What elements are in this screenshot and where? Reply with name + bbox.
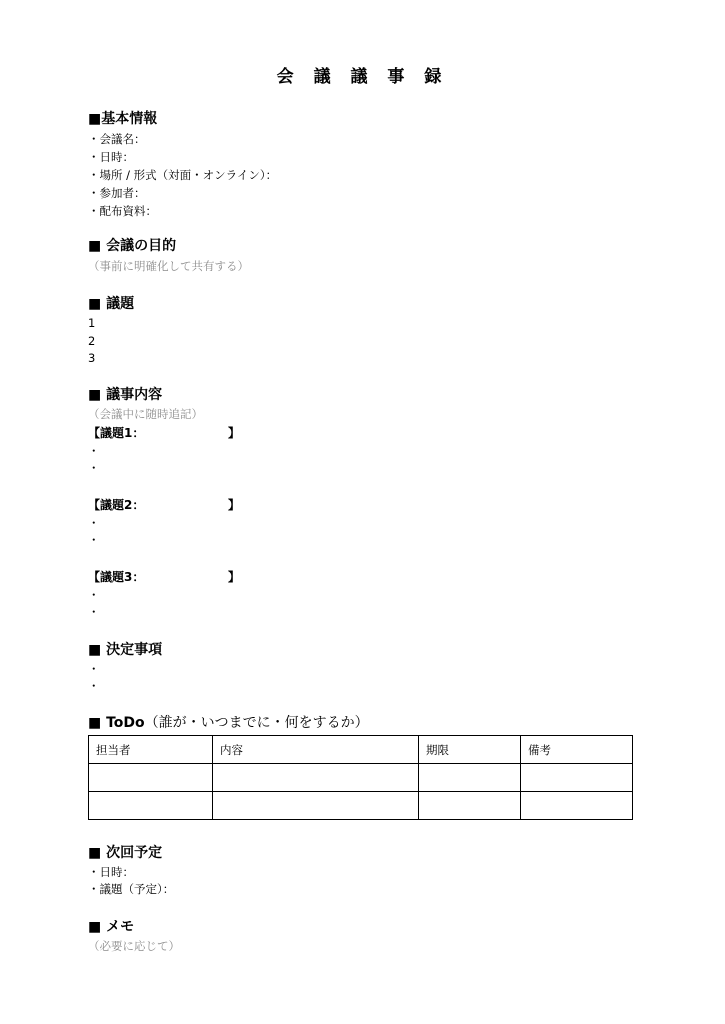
todo-heading-suffix: （誰が・いつまでに・何をするか） [144, 715, 369, 731]
purpose-heading: ■ 会議の目的 [88, 238, 177, 254]
column-header-content: 内容 [213, 736, 419, 764]
location-format-field: ・場所 / 形式（対面・オンライン）： [88, 168, 278, 182]
todo-heading-prefix: ■ ToDo [88, 715, 145, 731]
attendees-field: ・参加者： [88, 186, 146, 200]
bullet: ・ [88, 516, 100, 530]
column-header-owner: 担当者 [89, 736, 213, 764]
table-cell [419, 792, 521, 820]
minutes-note: （会議中に随時追記） [88, 407, 203, 421]
todo-table [88, 735, 633, 820]
topic-2-close-bracket: 】 [228, 498, 241, 512]
bullet: ・ [88, 605, 100, 619]
memo-note: （必要に応じて） [88, 939, 180, 953]
table-cell [213, 792, 419, 820]
purpose-note: （事前に明確化して共有する） [88, 259, 249, 273]
meeting-name-field: ・会議名： [88, 132, 146, 146]
table-cell [89, 792, 213, 820]
next-datetime-field: ・日時： [88, 865, 134, 879]
bullet: ・ [88, 461, 100, 475]
next-meeting-heading: ■ 次回予定 [88, 845, 163, 861]
topic-3-label [88, 569, 241, 585]
bullet: ・ [88, 679, 100, 693]
bullet: ・ [88, 662, 100, 676]
table-cell [419, 764, 521, 792]
basic-info-heading: ■基本情報 [88, 111, 158, 127]
table-header-row [89, 736, 633, 764]
decisions-heading: ■ 決定事項 [88, 642, 163, 658]
document-title: 会 議 議 事 録 [276, 67, 449, 87]
topic-3-close-bracket: 】 [228, 570, 241, 584]
table-row [89, 792, 633, 820]
table-cell [213, 764, 419, 792]
column-header-remarks: 備考 [521, 736, 633, 764]
bullet: ・ [88, 588, 100, 602]
topic-1-close-bracket: 】 [228, 426, 241, 440]
datetime-field: ・日時： [88, 150, 134, 164]
topic-1-label [88, 425, 241, 441]
minutes-heading: ■ 議事内容 [88, 387, 163, 403]
topic-2-title: 【議題2： [88, 498, 145, 512]
next-agenda-field: ・議題（予定）： [88, 882, 175, 896]
agenda-item: 2 [88, 334, 96, 348]
topic-2-label [88, 497, 241, 513]
table-row [89, 764, 633, 792]
memo-heading: ■ メモ [88, 919, 135, 935]
table-cell [521, 792, 633, 820]
agenda-item: 3 [88, 351, 96, 365]
bullet: ・ [88, 444, 100, 458]
agenda-item: 1 [88, 316, 96, 330]
agenda-heading: ■ 議題 [88, 296, 135, 312]
todo-heading [88, 714, 369, 732]
topic-3-title: 【議題3： [88, 570, 145, 584]
column-header-deadline: 期限 [419, 736, 521, 764]
table-cell [521, 764, 633, 792]
handouts-field: ・配布資料： [88, 204, 157, 218]
topic-1-title: 【議題1： [88, 426, 145, 440]
table-cell [89, 764, 213, 792]
bullet: ・ [88, 533, 100, 547]
